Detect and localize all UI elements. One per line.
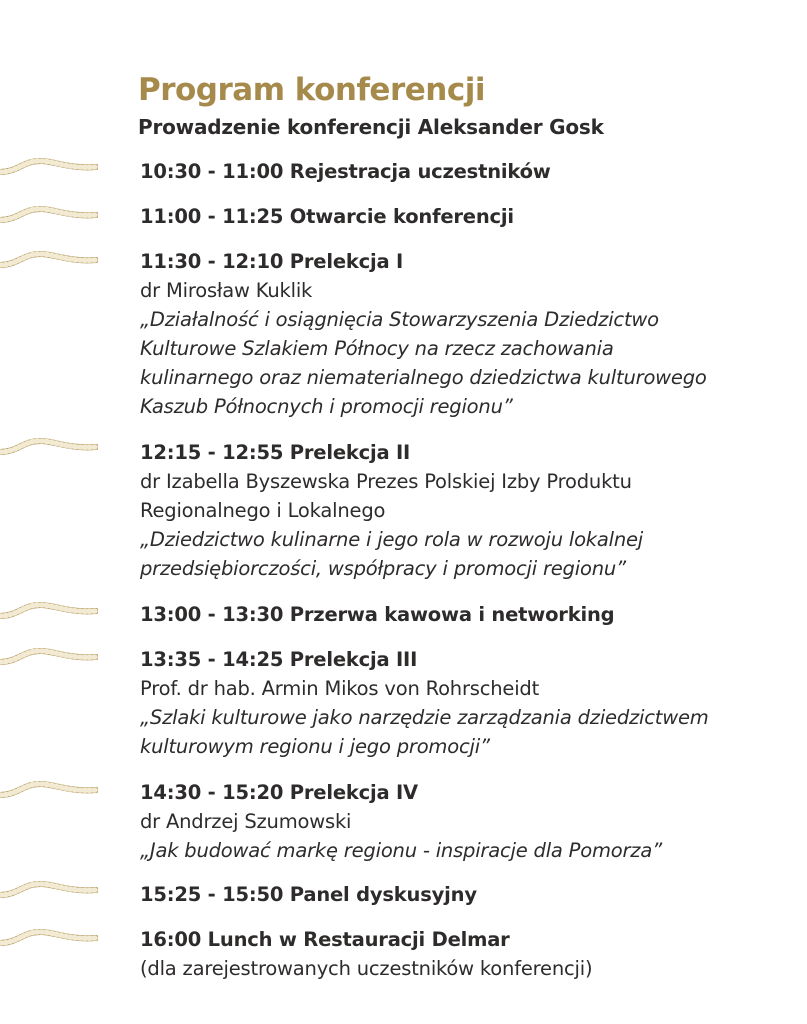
agenda-item-lecture-1	[140, 247, 800, 421]
speaker-name: Regionalnego i Lokalnego	[140, 499, 386, 522]
lecture-title-line: kulinarnego oraz niematerialnego dziedzictwa kulturowego	[140, 366, 707, 389]
lecture-title-line: Kaszub Północnych i promocji regionu”	[140, 395, 513, 418]
rope-icon	[0, 435, 98, 457]
agenda-item-panel	[140, 880, 800, 909]
agenda-item-registration	[140, 157, 800, 186]
rope-icon	[0, 778, 98, 800]
lecture-title-line: przedsiębiorczości, współpracy i promocji regionu”	[140, 557, 626, 580]
agenda-item-lecture-4	[140, 778, 800, 865]
agenda-item-heading: 11:30 - 12:10 Prelekcja I	[140, 250, 404, 273]
agenda-item-heading: 15:25 - 15:50 Panel dyskusyjny	[140, 883, 477, 906]
lecture-title-line: „Szlaki kulturowe jako narzędzie zarządzania dziedzictwem	[140, 706, 709, 729]
rope-icon	[0, 599, 98, 621]
agenda-item-heading: 13:00 - 13:30 Przerwa kawowa i networking	[140, 603, 615, 626]
agenda-item-heading: 12:15 - 12:55 Prelekcja II	[140, 441, 411, 464]
speaker-name: Prof. dr hab. Armin Mikos von Rohrscheidt	[140, 677, 540, 700]
speaker-name: dr Izabella Byszewska Prezes Polskiej Izby Produktu	[140, 470, 632, 493]
lecture-title-line: Kulturowe Szlakiem Północy na rzecz zachowania	[140, 337, 614, 360]
lecture-title-line: kulturowym regionu i jego promocji”	[140, 735, 490, 758]
lecture-title-line: „Działalność i osiągnięcia Stowarzyszenia Dziedzictwo	[140, 308, 659, 331]
page-subtitle: Prowadzenie konferencji Aleksander Gosk	[138, 115, 604, 139]
rope-icon	[0, 203, 98, 225]
agenda-item-heading: 10:30 - 11:00 Rejestracja uczestników	[140, 160, 551, 183]
page-title: Program konferencji	[138, 72, 485, 108]
lecture-title-line: „Jak budować markę regionu - inspiracje dla Pomorza”	[140, 839, 662, 862]
speaker-name: dr Mirosław Kuklik	[140, 279, 313, 302]
agenda-item-coffee-break	[140, 600, 800, 629]
agenda-item-heading: 16:00 Lunch w Restauracji Delmar	[140, 928, 510, 951]
agenda-item-opening	[140, 202, 800, 231]
rope-icon	[0, 878, 98, 900]
lecture-title-line: „Dziedzictwo kulinarne i jego rola w rozwoju lokalnej	[140, 528, 644, 551]
agenda-item-heading: 11:00 - 11:25 Otwarcie konferencji	[140, 205, 514, 228]
speaker-name: dr Andrzej Szumowski	[140, 810, 352, 833]
agenda-item-lunch	[140, 925, 800, 983]
rope-icon	[0, 926, 98, 948]
rope-icon	[0, 645, 98, 667]
agenda-item-heading: 14:30 - 15:20 Prelekcja IV	[140, 781, 418, 804]
lunch-note: (dla zarejestrowanych uczestników konferencji)	[140, 957, 593, 980]
agenda-item-heading: 13:35 - 14:25 Prelekcja III	[140, 648, 418, 671]
rope-icon	[0, 248, 98, 270]
agenda-item-lecture-2	[140, 438, 800, 583]
rope-icon	[0, 155, 98, 177]
agenda-item-lecture-3	[140, 645, 800, 761]
